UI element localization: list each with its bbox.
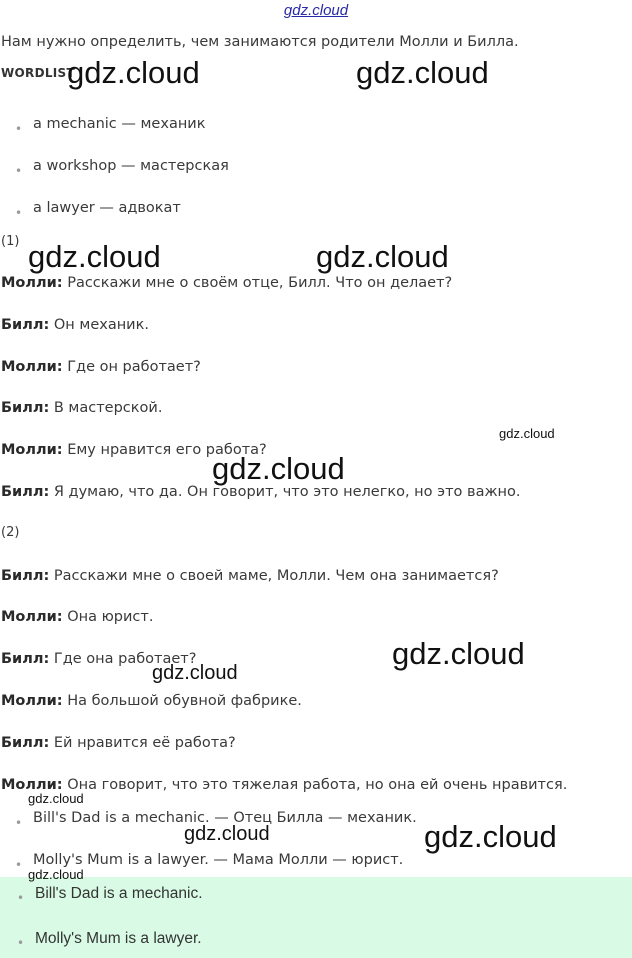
line-text: На большой обувной фабрике. xyxy=(62,693,302,709)
intro-text: Нам нужно определить, чем занимаются родители Молли и Билла. xyxy=(1,34,519,50)
speaker: Билл: xyxy=(1,735,50,751)
bullet-icon: • xyxy=(15,206,23,220)
speaker: Молли: xyxy=(1,693,63,709)
speaker: Молли: xyxy=(1,359,63,375)
part-label: (1) xyxy=(1,234,20,249)
watermark: gdz.cloud xyxy=(392,636,525,671)
translation-item: Bill's Dad is a mechanic. — Отец Билла — механик. xyxy=(33,810,417,826)
watermark: gdz.cloud xyxy=(316,239,449,274)
line-text: Она юрист. xyxy=(62,609,154,625)
bullet-icon: • xyxy=(15,816,23,830)
line-text: Где она работает? xyxy=(49,651,197,667)
line-text: Ей нравится её работа? xyxy=(49,735,236,751)
watermark: gdz.cloud xyxy=(499,426,555,441)
wordlist-item: a workshop — мастерская xyxy=(33,158,229,174)
dialogue-line xyxy=(1,609,153,625)
watermark: gdz.cloud xyxy=(212,451,345,486)
dialogue-line xyxy=(1,359,201,375)
watermark: gdz.cloud xyxy=(28,239,161,274)
bullet-icon: • xyxy=(15,122,23,136)
header-watermark: gdz.cloud xyxy=(283,2,349,19)
watermark: gdz.cloud xyxy=(356,55,489,90)
dialogue-line xyxy=(1,275,452,291)
wordlist-item: a lawyer — адвокат xyxy=(33,200,181,216)
bullet-icon: • xyxy=(15,164,23,178)
bullet-icon: • xyxy=(17,936,25,950)
dialogue-line xyxy=(1,400,162,416)
watermark: gdz.cloud xyxy=(424,819,557,854)
dialogue-line xyxy=(1,693,302,709)
line-text: Он механик. xyxy=(49,317,149,333)
line-text: Ему нравится его работа? xyxy=(62,442,267,458)
line-text: Расскажи мне о своём отце, Билл. Что он делает? xyxy=(62,275,453,291)
dialogue-line xyxy=(1,735,236,751)
speaker: Билл: xyxy=(1,484,50,500)
translation-item: Molly's Mum is a lawyer. — Мама Молли — юрист. xyxy=(33,852,404,868)
speaker: Молли: xyxy=(1,275,63,291)
part-label: (2) xyxy=(1,525,20,540)
watermark: gdz.cloud xyxy=(28,791,84,806)
line-text: Где он работает? xyxy=(62,359,201,375)
dialogue-line xyxy=(1,568,499,584)
answer-item: Molly's Mum is a lawyer. xyxy=(35,930,202,947)
speaker: Молли: xyxy=(1,609,63,625)
speaker: Молли: xyxy=(1,442,63,458)
watermark: gdz.cloud xyxy=(152,662,238,684)
speaker: Билл: xyxy=(1,317,50,333)
dialogue-line xyxy=(1,777,567,793)
dialogue-line xyxy=(1,317,149,333)
answer-item: Bill's Dad is a mechanic. xyxy=(35,885,203,902)
bullet-icon: • xyxy=(15,858,23,872)
line-text: Она говорит, что это тяжелая работа, но она ей очень нравится. xyxy=(62,777,568,793)
speaker: Билл: xyxy=(1,400,50,416)
speaker: Молли: xyxy=(1,777,63,793)
wordlist-heading: WORDLIST xyxy=(1,66,75,80)
line-text: Я думаю, что да. Он говорит, что это нелегко, но это важно. xyxy=(49,484,521,500)
watermark: gdz.cloud xyxy=(184,823,270,845)
watermark: gdz.cloud xyxy=(67,55,200,90)
wordlist-item: a mechanic — механик xyxy=(33,116,206,132)
speaker: Билл: xyxy=(1,568,50,584)
watermark: gdz.cloud xyxy=(28,867,84,882)
line-text: В мастерской. xyxy=(49,400,163,416)
bullet-icon: • xyxy=(17,891,25,905)
line-text: Расскажи мне о своей маме, Молли. Чем она занимается? xyxy=(49,568,499,584)
speaker: Билл: xyxy=(1,651,50,667)
